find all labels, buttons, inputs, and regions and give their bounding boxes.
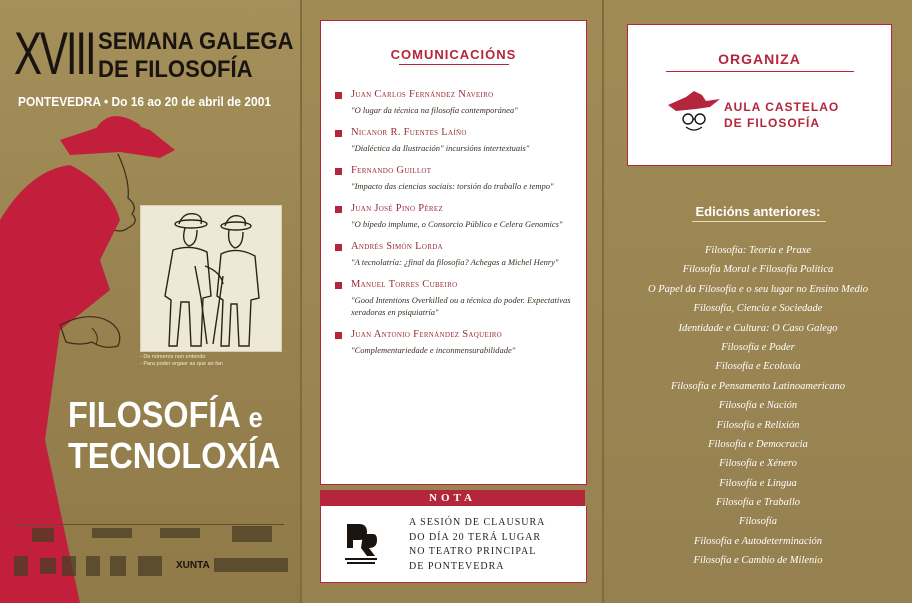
- edition-item: Filosofía e Xénero: [719, 458, 797, 470]
- nota-line3: NO TEATRO PRINCIPAL: [409, 546, 537, 557]
- speaker-name: Manuel Torres Cubeiro: [351, 279, 458, 290]
- theme-title: [68, 396, 280, 475]
- communication-item: [335, 279, 575, 318]
- heading-underline: [666, 71, 854, 72]
- bullet-square-icon: [335, 206, 342, 213]
- edition-item: Filosofía: Teoría e Praxe: [704, 245, 812, 256]
- nota-line1: A SESIÓN DE CLAUSURA: [409, 517, 546, 528]
- sponsor-logo: [14, 556, 28, 576]
- communication-item: [335, 241, 575, 268]
- talk-title: "Complementariedade e inconmensurabilidade": [351, 345, 516, 355]
- bullet-square-icon: [335, 244, 342, 251]
- talk-title: "A tecnolatría: ¿final da filosofía? Achegas a Michel Henry": [351, 257, 559, 267]
- sponsor-logo: [160, 528, 200, 538]
- communications-card: [320, 20, 587, 485]
- theme-conjunction: e: [248, 402, 263, 433]
- sponsor-logo: [110, 556, 126, 576]
- organiza-heading: ORGANIZA: [718, 51, 801, 67]
- communication-item: [335, 329, 575, 356]
- organizer-name: [724, 99, 839, 131]
- heading-underline: [399, 64, 509, 65]
- speaker-name: Juan Carlos Fernández Naveiro: [351, 89, 494, 100]
- speaker-name: Fernando Guillot: [351, 165, 432, 176]
- organizer-line2: DE FILOSOFÍA: [724, 116, 820, 130]
- talk-title: "Dialéctica da Ilustración" incursións intertextuais": [351, 143, 530, 153]
- theme-word2: TECNOLOXÍA: [68, 435, 281, 476]
- event-title-line2: DE FILOSOFÍA: [98, 56, 253, 83]
- edition-item: O Papel da Filosofía e o seu lugar no Ensino Medio: [648, 283, 868, 295]
- sponsor-logo: [92, 528, 132, 538]
- communication-item: [335, 165, 575, 192]
- edition-item: Filosofía e Poder: [721, 341, 795, 353]
- sponsor-logo: [32, 528, 54, 542]
- caption-line2: - Para poder ergaer as que ao fan: [140, 361, 223, 367]
- event-title-line1: SEMANA GALEGA: [98, 28, 294, 55]
- sponsor-logo: [138, 556, 162, 576]
- talk-title: "Impacto das ciencias sociais: torsión do traballo e tempo": [351, 181, 554, 191]
- event-title: [98, 28, 293, 84]
- communications-heading: COMUNICACIÓNS: [390, 47, 517, 62]
- edition-item: Identidade e Cultura: O Caso Galego: [678, 322, 838, 334]
- edition-item: Filosofía e Pensamento Latinoamericano: [670, 380, 846, 392]
- edition-item: Filosofía e Nación: [718, 400, 798, 412]
- edition-item: Filosofía e Autodeterminación: [693, 535, 823, 547]
- edition-item: Filosofía, Ciencia e Sociedade: [693, 303, 823, 315]
- bullet-square-icon: [335, 92, 342, 99]
- communications-list: [335, 89, 575, 367]
- engraving-image: [140, 205, 282, 352]
- theme-word1: FILOSOFÍA: [68, 394, 240, 435]
- nota-line4: DE PONTEVEDRA: [409, 560, 505, 572]
- illustration-caption: [140, 354, 290, 368]
- nota-heading: NOTA: [320, 490, 585, 506]
- event-dateline: PONTEVEDRA • Do 16 ao 20 de abril de 2001: [18, 94, 271, 109]
- bullet-square-icon: [335, 332, 342, 339]
- teatro-principal-logo-icon: [343, 520, 379, 566]
- organiza-card: [627, 24, 892, 166]
- bullet-square-icon: [335, 168, 342, 175]
- editions-list: [604, 241, 912, 571]
- bullet-square-icon: [335, 130, 342, 137]
- talk-title: "O bípedo implume, o Consorcio Público e Celera Genomics": [351, 219, 563, 229]
- speaker-name: Juan Antonio Fernández Saqueiro: [351, 329, 503, 340]
- organizer-line1: AULA CASTELAO: [724, 100, 840, 114]
- heading-underline: [692, 221, 826, 222]
- edition-item: Filosofía Moral e Filosofía Política: [682, 264, 834, 276]
- nota-text: [409, 516, 545, 574]
- talk-title: "Good Intentions Overkilled ou a técnica do poder. Expectativas xeradoras en psiquiatría": [351, 295, 571, 317]
- nota-line2: DO DÍA 20 TERÁ LUGAR: [409, 531, 542, 543]
- nota-card: [320, 506, 587, 583]
- communication-item: [335, 203, 575, 230]
- two-men-sketch: [141, 206, 281, 351]
- sponsor-logo: [62, 556, 76, 576]
- communication-item: [335, 89, 575, 116]
- edition-item: Filosofía e Lingua: [719, 477, 797, 489]
- editions-heading: Edicións anteriores:: [695, 204, 821, 219]
- edition-item: Filosofía e Democracia: [708, 438, 808, 450]
- communication-item: [335, 127, 575, 154]
- caption-line1: - De números non entendo: [140, 354, 206, 360]
- sponsor-logo: [40, 558, 56, 574]
- sponsor-logo: [232, 526, 272, 542]
- edition-item: Filosofía e Traballo: [715, 497, 800, 509]
- xunta-logo-text: XUNTA: [176, 560, 210, 571]
- speaker-name: Nicanor R. Fuentes Laíño: [351, 127, 467, 138]
- edition-item: Filosofía: [739, 516, 777, 528]
- edition-item: Filosofía e Cambio de Milenio: [693, 555, 823, 567]
- speaker-name: Juan José Pino Pérez: [351, 203, 444, 214]
- castelao-hat-icon: [666, 89, 722, 133]
- sponsor-logo: [86, 556, 100, 576]
- sponsor-divider: [14, 524, 284, 525]
- speaker-name: Andrés Simón Lorda: [351, 241, 443, 252]
- edition-item: Filosofía e Ecoloxía: [715, 361, 801, 373]
- bullet-square-icon: [335, 282, 342, 289]
- sponsor-logo: [214, 558, 288, 572]
- edition-item: Filosofía e Relixión: [716, 419, 800, 431]
- edition-numeral: XVIII: [14, 20, 95, 87]
- talk-title: "O lugar da técnica na filosofía contemporánea": [351, 105, 518, 115]
